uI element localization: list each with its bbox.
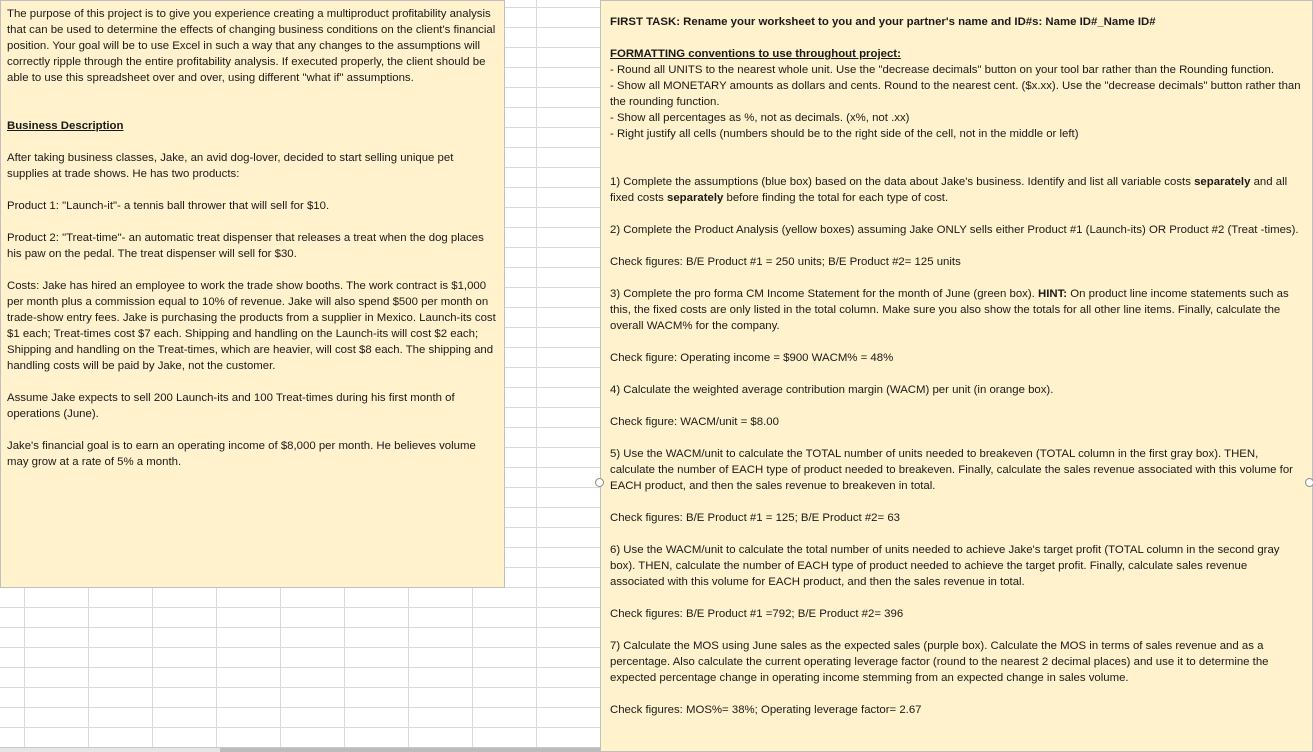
- format-rule-justify: - Right justify all cells (numbers should be to the right side of the cell, not in the middle or left): [610, 128, 1079, 140]
- intro-paragraph: The purpose of this project is to give you experience creating a multiproduct profitability analysis that can be used to determine the effects of changing business conditions on the client's financial position. Your goal will be to use Excel in such a way that any changes to the assumptions will correctly ripple through the entire profitability analysis. If executed properly, the client should be able to use this spreadsheet over and over, using different "what if" assumptions.: [7, 8, 496, 84]
- format-rule-percentages: - Show all percentages as %, not as decimals. (x%, not .xx): [610, 112, 910, 124]
- formatting-heading: FORMATTING conventions to use throughout project:: [610, 48, 901, 60]
- format-rule-units: - Round all UNITS to the nearest whole unit. Use the "decrease decimals" button on your tool bar rather than the Rounding function.: [610, 64, 1275, 76]
- format-rule-monetary: - Show all MONETARY amounts as dollars and cents. Round to the nearest cent. ($x.xx). Use the "decrease decimals" button rather than the rounding function.: [610, 80, 1301, 108]
- business-background-paragraph: After taking business classes, Jake, an avid dog-lover, decided to start selling unique pet supplies at trade shows. He has two products:: [7, 152, 454, 180]
- project-overview-textbox[interactable]: [0, 0, 505, 588]
- check-figures-step-4: Check figure: WACM/unit = $8.00: [610, 416, 779, 428]
- step-7-text: 7) Calculate the MOS using June sales as the expected sales (purple box). Calculate the MOS in terms of sales revenue and as a percentage. Also calculate the current operating leverage factor (round to the nearest 2 decimal places) and use it to determine the expected percentage change in operating income stemming from an expected change in sales volume.: [610, 640, 1269, 684]
- first-task-text: FIRST TASK: Rename your worksheet to you and your partner's name and ID#s: Name ID#_Name ID#: [610, 16, 1156, 28]
- expected-sales-paragraph: Assume Jake expects to sell 200 Launch-its and 100 Treat-times during his first month of operations (June).: [7, 392, 455, 420]
- check-figures-step-7: Check figures: MOS%= 38%; Operating leverage factor= 2.67: [610, 704, 922, 716]
- instructions-textbox[interactable]: [600, 0, 1313, 752]
- step-6-text: 6) Use the WACM/unit to calculate the total number of units needed to achieve Jake's target profit (TOTAL column in the second gray box). THEN, calculate the number of EACH type of product needed to achieve the target profit. Finally, calculate sales revenue associated with this volume for EACH product, and then the sales revenue in total.: [610, 544, 1280, 588]
- step-5-text: 5) Use the WACM/unit to calculate the TOTAL number of units needed to breakeven (TOTAL column in the first gray box). THEN, calculate the number of EACH type of product needed to breakeven. Finally, calculate the sales revenue associated with this volume for EACH product, and then the sales revenue to breakeven in total.: [610, 448, 1293, 492]
- step-4-text: 4) Calculate the weighted average contribution margin (WACM) per unit (in orange box).: [610, 384, 1054, 396]
- check-figures-step-6: Check figures: B/E Product #1 =792; B/E Product #2= 396: [610, 608, 904, 620]
- check-figures-step-5: Check figures: B/E Product #1 = 125; B/E Product #2= 63: [610, 512, 900, 524]
- business-description-heading: Business Description: [7, 120, 124, 132]
- financial-goal-paragraph: Jake's financial goal is to earn an operating income of $8,000 per month. He believes volume may grow at a rate of 5% a month.: [7, 440, 476, 468]
- horizontal-scrollbar-thumb[interactable]: [220, 748, 600, 752]
- check-figures-step-3: Check figure: Operating income = $900 WACM% = 48%: [610, 352, 894, 364]
- step-2-text: 2) Complete the Product Analysis (yellow boxes) assuming Jake ONLY sells either Product #1 (Launch-its) OR Product #2 (Treat -times).: [610, 224, 1299, 236]
- textbox-resize-handle-right[interactable]: [1305, 478, 1313, 487]
- product-1-description: Product 1: "Launch-it"- a tennis ball thrower that will sell for $10.: [7, 200, 330, 212]
- product-2-description: Product 2: "Treat-time"- an automatic treat dispenser that releases a treat when the dog places his paw on the pedal. The treat dispenser will sell for $30.: [7, 232, 484, 260]
- step-3-text: 3) Complete the pro forma CM Income Statement for the month of June (green box). HINT: On product line income statements such as this, the fixed costs are only listed in the total column. Make sure you also show the totals for all other line items. Finally, calculate the overall WACM% for the company.: [610, 288, 1289, 332]
- check-figures-step-2: Check figures: B/E Product #1 = 250 units; B/E Product #2= 125 units: [610, 256, 961, 268]
- costs-paragraph: Costs: Jake has hired an employee to work the trade show booths. The work contract is $1,000 per month plus a commission equal to 10% of revenue. Jake will also spend $500 per month on trade-show entry fees. Jake is purchasing the products from a supplier in Mexico. Launch-its cost $1 each; Treat-times cost $7 each. Shipping and handling on the Launch-its will cost $2 each; Shipping and handling on the Treat-times, which are heavier, will cost $8 each. The shipping and handling costs will be paid by Jake, not the customer.: [7, 280, 496, 372]
- step-1-text: 1) Complete the assumptions (blue box) based on the data about Jake's business. Identify and list all variable costs separately and all fixed costs separately before finding the total for each type of cost.: [610, 176, 1288, 204]
- textbox-resize-handle-left[interactable]: [595, 478, 604, 487]
